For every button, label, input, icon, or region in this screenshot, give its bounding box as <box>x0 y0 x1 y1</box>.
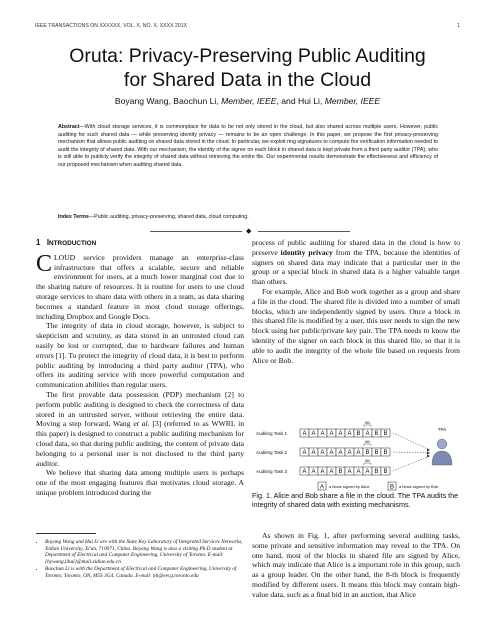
legend-a-letter: A <box>319 484 325 491</box>
eighth-block-marker: 8th <box>365 421 370 425</box>
eighth-block-marker: 8th <box>365 459 370 463</box>
paragraph-2: The integrity of data in cloud storage, however, is subject to skepticism and scrutiny, as data stored in an untrusted cloud can easily be lost or corrupted, due to hardware failures and human errors [1]. To protect the integrity of cloud data, it is best to perform public auditing by introducing a third party auditor (TPA), who offers its auditing service with more powerful computation and communication abilities than regular users. <box>36 321 244 390</box>
block-letter: A <box>338 431 343 437</box>
paragraph-3-text-a: The first provable data possession (PDP) mechanism [2] to perform public auditing is designed to check the correctness of data stored in an untrusted server, without retrieving the entire data. Moving a step forward, Wang <box>36 389 244 429</box>
section-separator <box>150 227 350 237</box>
block-letter: A <box>302 431 307 437</box>
block-letter: B <box>383 469 388 475</box>
audit-arrow <box>393 456 430 471</box>
page-number: 1 <box>457 23 460 29</box>
auditing-task-label: Auditing Task 3 <box>256 469 288 474</box>
authors-part-b: , and Hui Li, <box>276 96 325 106</box>
block-letter: A <box>347 450 352 456</box>
diamond-icon: ◆ <box>246 227 252 235</box>
paper-title <box>20 44 475 92</box>
legend-a-text: a block signed by Alice <box>329 484 370 489</box>
footnote-rule <box>36 533 96 534</box>
drop-cap-continuation: LOUD <box>54 252 76 262</box>
block-letter: A <box>320 431 325 437</box>
auditing-task-label: Auditing Task 1 <box>256 431 288 436</box>
block-letter: A <box>365 469 370 475</box>
running-header <box>35 23 460 31</box>
index-terms <box>58 214 438 222</box>
audit-arrow <box>393 452 430 453</box>
title-line-1: Oruta: Privacy-Preserving Public Auditing <box>69 45 426 67</box>
separator-line-left <box>150 231 242 232</box>
tpa-person-body-icon <box>432 451 452 465</box>
right-paragraph-2: For example, Alice and Bob work together as a group and share a file in the cloud. The shared file is divided into a number of small blocks, which are independently signed by users. Once a block in this shared file is modified by a user, this user needs to sign the new block using her public/private key pair. The TPA needs to know the identity of the signer on each block in this shared file, so that it is able to audit the integrity of the whole file based on requests from Alice or Bob. <box>252 286 460 365</box>
abstract-text: —With cloud storage services, it is commonplace for data to be not only stored in the cloud, but also shared across multiple users. However, public auditing for such shared data — while preserving identity privacy — remains to be an open challenge. In this paper, we propose the first privacy-preserving mechanism that allows public auditing on shared data stored in the cloud. In particular, we exploit ring signatures to compute the verification information needed to audit the integrity of shared data. With our mechanism, the identity of the signer on each block in shared data is kept private from a third party auditor (TPA), who is still able to publicly verify the integrity of shared data without retrieving the entire file. Our experimental results demonstrate the effectiveness and efficiency of our proposed mechanism when auditing shared data. <box>58 124 438 168</box>
identity-privacy-term: identity privacy <box>280 247 333 257</box>
title-line-2: for Shared Data in the Cloud <box>123 69 372 91</box>
abstract <box>58 124 438 170</box>
auditing-task-label: Auditing Task 2 <box>256 450 288 455</box>
arrow-head <box>427 452 430 455</box>
block-letter: A <box>347 469 352 475</box>
eighth-block-bracket <box>364 425 371 427</box>
audit-arrow <box>393 433 430 450</box>
legend-b-letter: B <box>389 484 395 491</box>
index-terms-label: Index Terms <box>58 214 89 220</box>
right-paragraph-1 <box>252 238 460 287</box>
separator-line-right <box>258 231 350 232</box>
member-title-1: Member, IEEE <box>221 96 277 106</box>
footnote-item: • Baochun Li is with the Department of Electrical and Computer Engineering, University of Toronto, Toronto, ON, M5S 3G4, Canada. E-mail: bli@eecg.toronto.edu <box>45 566 244 579</box>
right-paragraph-1-text-a: process of public auditing for shared data in the cloud is how to preserve <box>252 238 460 257</box>
drop-cap: C <box>36 250 53 277</box>
tpa-person-head-icon <box>437 439 447 449</box>
paragraph-3 <box>36 390 244 468</box>
eighth-block-bracket <box>364 463 371 465</box>
block-letter: A <box>320 469 325 475</box>
block-letter: A <box>329 469 334 475</box>
block-letter: B <box>365 450 370 456</box>
eighth-block-bracket <box>364 444 371 446</box>
block-letter: A <box>302 450 307 456</box>
authors-part-a: Boyang Wang, Baochun Li, <box>114 96 222 106</box>
journal-line: IEEE TRANSACTIONS ON XXXXXX, VOL. X, NO. X, XXXX 201X <box>35 23 188 29</box>
block-letter: A <box>329 431 334 437</box>
footnotes <box>36 533 244 581</box>
block-letter: A <box>356 450 361 456</box>
et-al: et al. <box>133 419 150 429</box>
section-number: 1 <box>36 238 41 247</box>
author-line <box>20 96 475 106</box>
block-letter: B <box>374 469 379 475</box>
tpa-label: TPA <box>437 427 447 432</box>
figure-caption: Fig. 1. Alice and Bob share a file in the cloud. The TPA audits the integrity of shared data with existing mechanisms. <box>252 491 459 510</box>
block-letter: B <box>356 431 361 437</box>
right-paragraph-3: As shown in Fig. 1, after performing several auditing tasks, some private and sensitive information may reveal to the TPA. On one hand, most of the blocks in shared file are signed by Alice, which may indicate that Alice is a important role in this group, such as a group leader. On the other hand, the 8-th block is frequently modified by different users. It means this block may contain high-value data, such as a final bid in an auction, that Alice <box>252 531 460 599</box>
block-letter: A <box>302 469 307 475</box>
block-letter: A <box>311 431 316 437</box>
paragraph-4: We believe that sharing data among multiple users is perhaps one of the most engaging features that motivates cloud storage. A unique problem introduced during the <box>36 468 244 497</box>
block-letter: A <box>365 431 370 437</box>
abstract-label: Abstract <box>58 124 80 130</box>
block-letter: B <box>383 450 388 456</box>
block-letter: A <box>356 469 361 475</box>
eighth-block-marker: 8th <box>365 440 370 444</box>
paragraph-3-text-b: [3] (referred to as WWRL in this paper) is designed to construct a public auditing mechanism for cloud data, so that during public auditing, the content of private data belonging to a personal user is not disclosed to the third party auditor. <box>36 419 244 468</box>
block-letter: B <box>374 450 379 456</box>
arrow-head <box>427 449 430 452</box>
block-letter: A <box>329 450 334 456</box>
block-letter: A <box>347 431 352 437</box>
left-column <box>36 238 244 498</box>
block-letter: A <box>338 450 343 456</box>
arrow-head <box>427 455 430 458</box>
block-letter: A <box>311 469 316 475</box>
section-title-rest: NTRODUCTION <box>49 240 97 247</box>
block-letter: A <box>311 450 316 456</box>
right-paragraph-1-text-b: from the TPA, because the identities of signers on shared data may indicate that a particular user in the group or a special block in shared data is a higher valuable target than others. <box>252 247 460 287</box>
block-letter: B <box>383 431 388 437</box>
legend-b-text: a block signed by Bob <box>399 484 439 489</box>
block-letter: B <box>374 431 379 437</box>
figure-1-diagram <box>254 413 460 491</box>
block-letter: B <box>338 469 343 475</box>
footnote-item: • Boyang Wang and Hui Li are with the State Key Laboratory of Integrated Services Networks, Xidian University, Xi'an, 710071, China. Boyang Wang is also a visiting Ph.D student at Department of Electrical and Computer Engineering, University of Toronto. E-mail: {bywang,lihui}@mail.xidian.edu.cn <box>45 539 244 565</box>
index-terms-text: —Public auditing, privacy-preserving, shared data, cloud computing. <box>88 214 249 220</box>
right-column <box>252 238 460 365</box>
section-heading <box>36 238 244 249</box>
section-title-first: I <box>46 238 50 247</box>
member-title-2: Member, IEEE <box>324 96 381 106</box>
block-letter: A <box>320 450 325 456</box>
paragraph-1-text: service providers manage an enterprise-class infrastructure that offers a scalable, secure and reliable environment for users, at a much lower marginal cost due to the sharing nature of resources. It is routine for users to use cloud storage services to share data with others in a team, as data sharing becomes a standard feature in most cloud storage offerings, including Dropbox and Google Docs. <box>36 252 244 321</box>
paragraph-1 <box>36 250 244 322</box>
